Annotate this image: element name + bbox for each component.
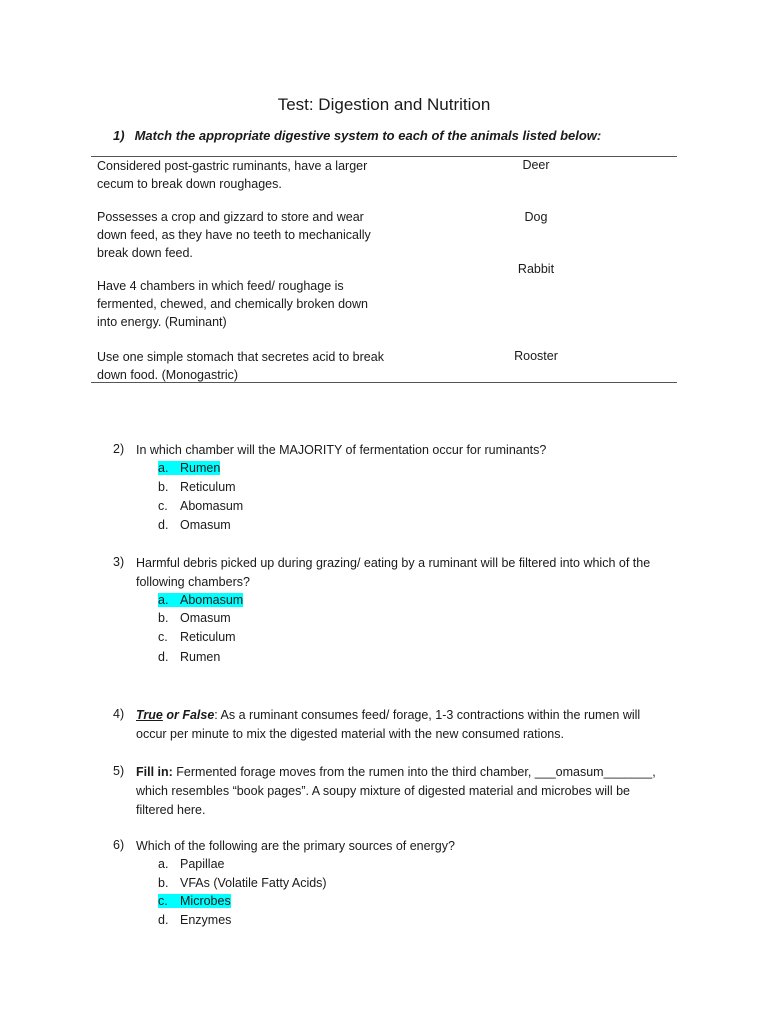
q2-option-a-letter: a.: [158, 461, 169, 475]
q5-text-line-2: which resembles “book pages”. A soupy mixture of digested material and microbes will be: [136, 784, 630, 798]
q1-desc-3-line-1: Have 4 chambers in which feed/ roughage is: [97, 279, 344, 293]
q1-desc-3-line-2: fermented, chewed, and chemically broken down: [97, 297, 368, 311]
q1-desc-3-line-3: into energy. (Ruminant): [97, 315, 227, 329]
q3-option-c-text: Reticulum: [180, 630, 236, 644]
q2-text: In which chamber will the MAJORITY of fermentation occur for ruminants?: [136, 443, 547, 457]
q1-number: 1): [113, 128, 125, 143]
q1-heading-text: Match the appropriate digestive system to each of the animals listed below:: [134, 128, 602, 143]
q6-option-d: [158, 913, 231, 927]
q3-option-b-letter: b.: [158, 611, 169, 625]
q6-option-a-letter: a.: [158, 857, 169, 871]
q5-text-line-1: [136, 763, 676, 782]
q3-option-b: [158, 611, 231, 625]
q5-text-line-3: filtered here.: [136, 803, 206, 817]
q1-description-3: [97, 277, 397, 331]
q6-option-c-text: Microbes: [180, 894, 231, 908]
q2-option-b-text: Reticulum: [180, 480, 236, 494]
q6-option-a-text: Papillae: [180, 857, 225, 871]
animal-rooster: Rooster: [514, 349, 558, 363]
q6-option-c: [158, 894, 231, 908]
q3-option-b-text: Omasum: [180, 611, 231, 625]
q1-desc-2-line-2: down feed, as they have no teeth to mechanically: [97, 228, 371, 242]
q1-desc-4-line-2: down food. (Monogastric): [97, 368, 239, 382]
q3-number: 3): [113, 555, 125, 569]
q6-option-d-letter: d.: [158, 913, 169, 927]
q6-option-b: [158, 876, 327, 890]
q3-option-d: [158, 650, 220, 664]
q6-option-b-letter: b.: [158, 876, 169, 890]
q1-heading: [113, 128, 601, 143]
q3-option-d-text: Rumen: [180, 650, 221, 664]
q4-text-line-1-rest: : As a ruminant consumes feed/ forage, 1-3 contractions within the rumen will: [214, 708, 641, 722]
q1-description-2: [97, 208, 397, 262]
q3-option-a-text: Abomasum: [180, 593, 244, 607]
q2-option-a: [158, 461, 220, 475]
q3-option-c-letter: c.: [158, 630, 168, 644]
q5-label: Fill in:: [136, 765, 173, 779]
q3-option-a-letter: a.: [158, 593, 169, 607]
q1-description-4: [97, 348, 397, 384]
q1-desc-4-line-1: Use one simple stomach that secretes acid to break: [97, 350, 384, 364]
q2-option-b: [158, 480, 236, 494]
q2-option-a-text: Rumen: [180, 461, 221, 475]
q3-option-c: [158, 630, 236, 644]
q2-option-c-letter: c.: [158, 499, 168, 513]
q4-number: 4): [113, 707, 125, 721]
q2-option-b-letter: b.: [158, 480, 169, 494]
q6-option-d-text: Enzymes: [180, 913, 232, 927]
q6-option-a: [158, 857, 224, 871]
animal-rabbit: Rabbit: [517, 262, 555, 276]
q3-option-a: [158, 593, 243, 607]
q4-or-false: or False: [162, 708, 215, 722]
q1-desc-2-line-1: Possesses a crop and gizzard to store and wear: [97, 210, 364, 224]
q5-text: [136, 763, 676, 820]
q6-option-c-letter: c.: [158, 894, 168, 908]
q3-text-line-1: Harmful debris picked up during grazing/ eating by a ruminant will be filtered into which of the: [136, 556, 651, 570]
q2-option-d-letter: d.: [158, 518, 169, 532]
q4-text-line-1: [136, 706, 676, 725]
q1-desc-1-line-2: cecum to break down roughages.: [97, 177, 282, 191]
q2-number: 2): [113, 442, 125, 456]
q2-option-c: [158, 499, 243, 513]
q3-text: [136, 554, 676, 592]
q6-text: Which of the following are the primary sources of energy?: [136, 839, 455, 853]
q2-option-d: [158, 518, 231, 532]
q4-text-line-2: occur per minute to mix the digested material with the new consumed rations.: [136, 727, 564, 741]
page-title: Test: Digestion and Nutrition: [277, 95, 491, 114]
animal-deer: Deer: [522, 158, 550, 172]
q4-true-word: True: [136, 708, 163, 722]
q4-text: [136, 706, 676, 744]
q5-number: 5): [113, 764, 125, 778]
q3-text-line-2: following chambers?: [136, 575, 250, 589]
q1-desc-1-line-1: Considered post-gastric ruminants, have a larger: [97, 159, 368, 173]
q1-desc-2-line-3: break down feed.: [97, 246, 193, 260]
q6-option-b-text: VFAs (Volatile Fatty Acids): [180, 876, 327, 890]
table-bottom-rule: [91, 382, 677, 383]
q5-text-line-1-rest: Fermented forage moves from the rumen into the third chamber, ___omasum_______,: [172, 765, 656, 779]
q3-option-d-letter: d.: [158, 650, 169, 664]
q6-number: 6): [113, 838, 125, 852]
q2-option-c-text: Abomasum: [180, 499, 244, 513]
q2-option-d-text: Omasum: [180, 518, 231, 532]
animal-dog: Dog: [524, 210, 548, 224]
q1-description-1: [97, 157, 397, 193]
